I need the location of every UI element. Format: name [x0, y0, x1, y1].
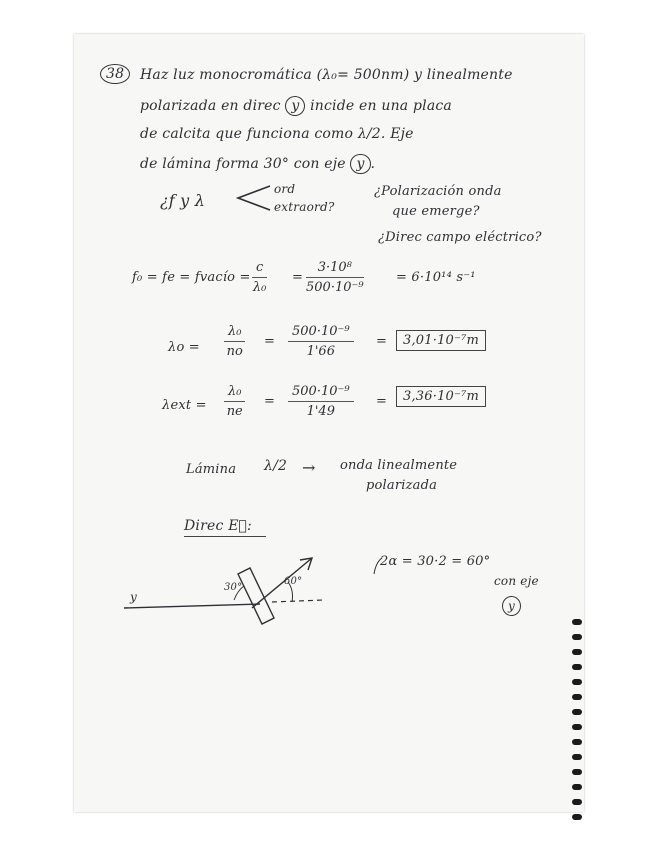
eq3-frac2: $\frac{\text{500·10⁻⁹}}{1'49}$: [288, 384, 354, 419]
lamina-label: Lámina: [186, 462, 237, 477]
lamina-arrow: →: [302, 458, 316, 477]
lamina-text-2: polarizada: [366, 478, 438, 493]
notebook-page: [74, 34, 584, 812]
eq2-result-box: 3,01·10⁻⁷m: [396, 330, 486, 351]
eq2-left: λo =: [168, 340, 200, 355]
eq1-frac1: $\frac{c}{\text{λ₀}}$: [252, 260, 267, 295]
diagram-angle-30: 30°: [224, 582, 243, 593]
axis-circle-2: y: [350, 154, 370, 174]
lamina-fraction: λ/2: [264, 458, 288, 474]
eq2-equals: =: [264, 334, 276, 349]
eq3-result-box: 3,36·10⁻⁷m: [396, 386, 486, 407]
problem-line-3: de calcita que funciona como λ/2. Eje: [140, 126, 414, 142]
eq3-left: λext =: [162, 398, 207, 413]
question-ord: ord: [274, 182, 296, 196]
problem-line-4: de lámina forma 30° con eje y .: [140, 156, 376, 172]
question-extraord: extraord?: [274, 200, 335, 214]
problem-number: 38: [100, 64, 130, 84]
question-f-lambda: ¿f y λ: [160, 191, 206, 210]
eq3-frac1: $\frac{\text{λ₀}}{ne}$: [224, 384, 245, 419]
eq2-equals-2: =: [376, 334, 388, 349]
question-polarization-2: que emerge?: [392, 204, 480, 219]
spiral-binding: [570, 619, 584, 839]
eq1-frac2: $\frac{\text{3·10⁸}}{\text{500·10⁻⁹}}$: [306, 260, 364, 295]
direction-heading: Direc E⃗:: [184, 518, 266, 537]
angle-calc: 2α = 30·2 = 60°: [380, 554, 491, 569]
eq1-left: f₀ = fe = fvacío =: [132, 270, 251, 285]
question-field-direction: ¿Direc campo eléctrico?: [378, 230, 542, 245]
alpha-arrow: [74, 34, 584, 812]
diagram-axis-y: y: [130, 590, 137, 604]
eq3-equals-2: =: [376, 394, 388, 409]
lamina-text-1: onda linealmente: [340, 458, 458, 473]
eq1-equals: =: [292, 270, 304, 285]
eq3-equals: =: [264, 394, 276, 409]
eq2-frac2: $\frac{\text{500·10⁻⁹}}{1'66}$: [288, 324, 354, 359]
problem-line-2: polarizada en direc y incide en una placa: [140, 98, 452, 114]
angle-calc-axis: y: [502, 596, 521, 616]
axis-circle-1: y: [285, 96, 305, 116]
eq1-result: = 6·10¹⁴ s⁻¹: [396, 270, 476, 285]
diagram-angle-60: 60°: [284, 576, 303, 587]
eq2-frac1: $\frac{\text{λ₀}}{no}$: [224, 324, 245, 359]
question-polarization: ¿Polarización onda: [374, 184, 502, 199]
angle-calc-2: con eje: [494, 574, 539, 588]
problem-line-1: Haz luz monocromática (λ₀= 500nm) y linealmente: [140, 67, 513, 83]
